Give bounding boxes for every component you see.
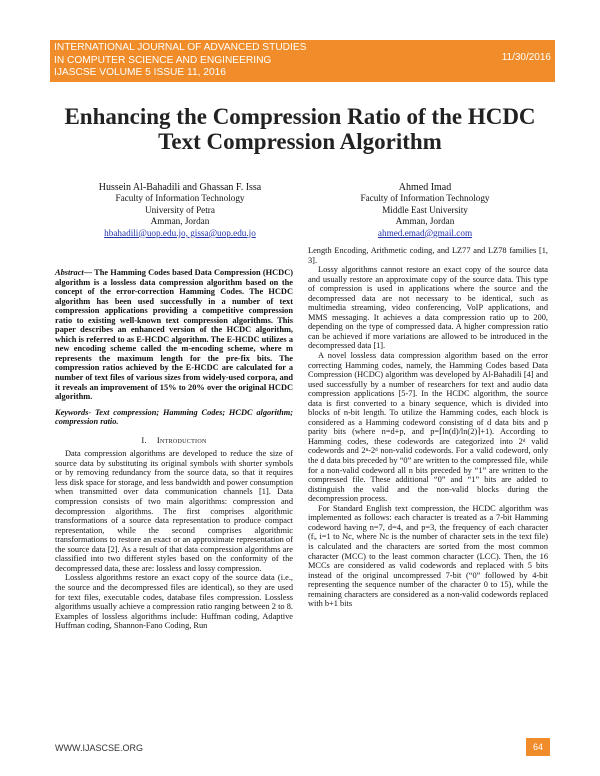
page-number: 64 [526, 738, 550, 756]
paper-title [0, 104, 600, 154]
author-location: Amman, Jordan [395, 216, 455, 227]
author-email-link[interactable]: ahmed.emad@gmail.com [377, 227, 473, 238]
author-block-2 [300, 182, 550, 239]
journal-header-bar [50, 40, 555, 82]
body-paragraph: For Standard English text compression, the HCDC algorithm was implemented as follows: each character is treated as a 7-bit Hamming codeword having n=7, d=4, and p=3, the frequency of each character (fᵢ, i=1 to Nc, where Nc is the number of character sets in the text file) is calculated and the characters are sorted from the most common character (MCC) to the least common character (LCC). Then, the 16 MCCs are considered as valid codewords and replaced with 5 bits instead of the original uncompressed 7-bit (“0” followed by 4-bit representing the sequence number of the character 0 to 15), while the remaining characters are considered as a non-valid codewords replaced with b+1 bits [308, 503, 548, 609]
journal-title-line-2: IN COMPUTER SCIENCE AND ENGINEERING [54, 54, 272, 66]
right-column [308, 246, 548, 609]
body-paragraph: A novel lossless data compression algorithm based on the error correcting Hamming codes, namely, the Hamming Codes based Data Compression (HCDC) algorithm was developed by Al-Bahadili [4] and used successfully by a number of researchers for text and audio data compression applications [5-7]. In the HCDC algorithm, the source data is first converted to a binary sequence, which is divided into blocks of n-bit length. To utilize the Hamming codes, each block is considered as a Hamming codeword consisting of d data bits and p parity bits (where n=d+p, and p=⌈ln(d)/ln(2)⌉+1). According to Hamming codes, these codewords are categorized into 2ᵈ valid codewords and 2ⁿ-2ᵈ non-valid codewords. For a valid codeword, only the d data bits preceded by “0” are written to the compressed file, while for a non-valid codeword all n bits preceded by “1” are written to the compressed file. These additional “0” and “1” bits are added to distinguish the valid and the non-valid blocks during the decompression process. [308, 351, 548, 504]
body-paragraph: Lossy algorithms cannot restore an exact copy of the source data and usually restore an approximate copy of the source data. This type of compression is used in applications where the source and the decompressed data are not necessary to be identical, such as multimedia streaming, video conferencing, VoIP applications, and MMS messaging. It achieves a data compression ratio up to 200, depending on the type of compressed data. A higher compression ratio can be achieved if more variations are allowed to be introduced in the decompressed data [1]. [308, 265, 548, 351]
footer-url: WWW.IJASCSE.ORG [55, 743, 144, 753]
section-title: Introduction [156, 434, 207, 445]
author-location: Amman, Jordan [150, 216, 210, 227]
journal-title-line-1: INTERNATIONAL JOURNAL OF ADVANCED STUDIES [54, 42, 307, 53]
abstract-text: The Hamming Codes based Data Compression (HCDC) algorithm is a lossless data compression algorithm based on the concept of the error-correction Hamming Codes. The HCDC algorithm has been used successfully in a number of text compression applications providing a competitive compression ratio to existing well-known text compression algorithms. This paper describes an enhanced version of the HCDC algorithm, which is referred to as E-HCDC algorithm. The E-HCDC utilizes a new encoding scheme called the m-encoding scheme, where m represents the maximum length for the pre-fix bits. The compression ratios achieved by the E-HCDC are calculated for a number of text files of various sizes from widely-used corpora, and it reveals an improvement of 15% to 20% over the original HCDC algorithm. [55, 268, 293, 402]
section-number: I. [141, 434, 148, 445]
paper-title-line-1: Enhancing the Compression Ratio of the HCDC [64, 104, 536, 129]
left-column [55, 268, 293, 631]
publication-date: 11/30/2016 [501, 52, 551, 63]
author-institution: Middle East University [382, 204, 468, 215]
author-affiliation: Faculty of Information Technology [360, 193, 490, 204]
journal-title-line-3: IJASCSE VOLUME 5 ISSUE 11, 2016 [54, 67, 226, 78]
keywords-text: Text compression; Hamming Codes; HCDC algorithm; compression ratio. [55, 407, 293, 427]
body-paragraph: Length Encoding, Arithmetic coding, and LZ77 and LZ78 families [1, 3]. [308, 246, 548, 265]
author-institution: University of Petra [145, 204, 215, 215]
author-email-link[interactable]: hbahadili@uop.edu.jo, gissa@uop.edu.jo [104, 227, 256, 238]
author-affiliation: Faculty of Information Technology [115, 193, 245, 204]
body-paragraph: Data compression algorithms are developed to reduce the size of source data by substituting its original symbols with shorter symbols or by removing redundancy from the source data, so that it requires less disk space for storage, and less bandwidth and power consumption when transmitted over data communication channels [1]. Data compression consists of two main algorithms: compression and decompression algorithms. The first comprises algorithmic transformations of a source data representation to produce compact representation, while the second comprises algorithmic transformations to restore an exact or an approximate representation of the source data [2]. As a result of that data compression algorithms are classified into two different styles based on the conformity of the decompressed data, these are: lossless and lossy compression. [55, 449, 293, 573]
author-block-1 [55, 182, 305, 239]
section-heading [55, 436, 293, 446]
abstract [55, 268, 293, 402]
author-name: Hussein Al-Bahadili and Ghassan F. Issa [98, 182, 262, 193]
abstract-label: Abstract— [55, 268, 93, 277]
keywords [55, 408, 293, 427]
paper-title-line-2: Text Compression Algorithm [158, 129, 442, 154]
keywords-label: Keywords- [55, 407, 92, 417]
body-paragraph: Lossless algorithms restore an exact copy of the source data (i.e., the source and the decompressed files are identical), so they are used for text files, executable codes, database files compression. Lossless algorithms usually achieve a compression ratio ranging between 2 to 8. Examples of lossless algorithms include: Huffman coding, Adaptive Huffman coding, Shannon-Fano Coding, Run [55, 573, 293, 631]
author-name: Ahmed Imad [398, 182, 452, 193]
journal-title [54, 42, 306, 80]
